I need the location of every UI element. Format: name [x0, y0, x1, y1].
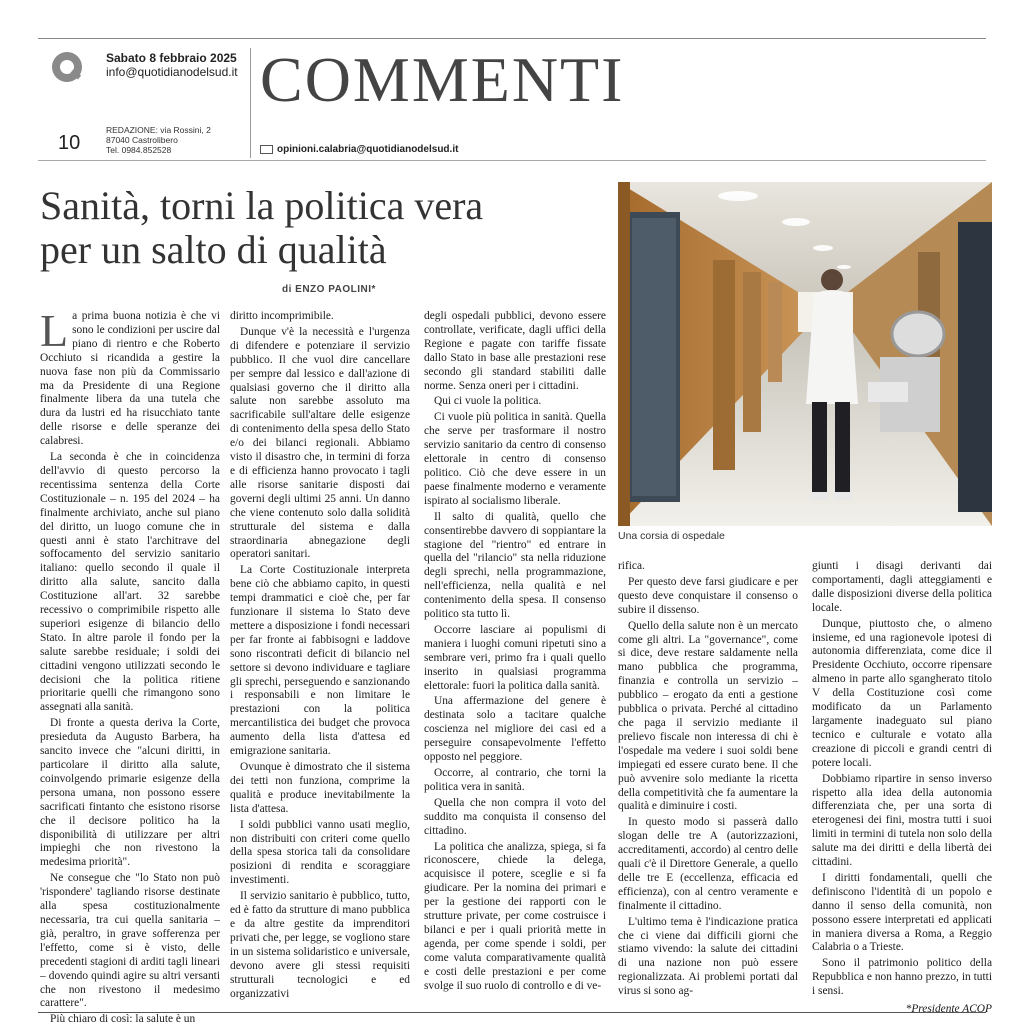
paragraph: Ovunque è dimostrato che il sistema dei tetti non funziona, comprime la qualità e produce inevitabilmente la lista d'attesa. [230, 761, 410, 815]
paragraph: Qui ci vuole la politica. [434, 395, 542, 408]
drop-cap: L [40, 305, 69, 356]
paragraph: Dunque v'è la necessità e l'urgenza di difendere e potenziare il servizio pubblico. Il che vuol dire cancellare per sempre dal lessico e dall'azione di qualsiasi governo che il diritto alla salute non sarebbe assoluto ma sacrificabile sull'altare delle esigenze di contenimento della spesa dello Stato e/o dei bilanci regionali. Abbiamo visto il disastro che, in termini di forza e di efficienza hanno provocato i tagli alle risorse sanitarie disposti dai governi degli ultimi 25 anni. Un danno che viene contenuto solo dalla solidità strutturale del sistema e dalla straordinaria abnegazione degli operatori sanitari. [230, 325, 410, 561]
paragraph: Occorre, al contrario, che torni la politica vera in sanità. [424, 767, 606, 793]
paragraph: Il servizio sanitario è pubblico, tutto, ed è fatto da strutture di mano pubblica e da altre gestite da imprenditori privati che, per legge, se vogliono stare in un sistema solidaristico e universale, devono avere gli stessi requisiti strutturali tecnologici e ed organizzativi [230, 890, 410, 1000]
paragraph: I diritti fondamentali, quelli che definiscono l'identità di un popolo e danno il senso della comunità, non possono essere interpretati ed applicati in maniera diversa a Roma, a Reggio Calabria o a Trieste. [812, 871, 992, 954]
paragraph: Quella che non compra il voto del suddito ma conquista il consenso del cittadino. [424, 796, 606, 837]
paragraph: La politica che analizza, spiega, si fa riconoscere, chiede la delega, acquisisce il potere, sceglie e si fa giudicare. Per la nomina dei primari e per la gestione dei rapporti con le strutture private, per come costruisce i bilanci e per i quali priorità mette in agenda, per come spende i soldi, per come valuta comparativamente qualità e costi delle prestazioni e per come svolge il suo ruolo di controllo e di ve- [424, 840, 606, 992]
redazione-address: REDAZIONE: via Rossini, 2 87040 Castrolibero Tel. 0984.852528 [106, 125, 211, 155]
masthead-divider [250, 48, 251, 158]
article-column-3 [424, 310, 606, 1000]
paragraph: Dunque, piuttosto che, o almeno insieme, ed una ragionevole ipotesi di autonomia differenziata, come dice il Presidente Occhiuto, occorre ripensare almeno in parte allo sgangherato titolo V della Costituzione così come modificato da un Parlamento largamente inadeguato sul piano tecnico e culturale e votato alla creazione di piccoli e grandi centri di potere locali. [812, 617, 992, 769]
paragraph: La prima buona notizia è che vi sono le condizioni per uscire dal piano di rientro e che Roberto Occhiuto si ricandida a gestire la nuova fase non più da Commissario ma da Presidente di una Regione finalmente libera da una tutela che dura da lustri ed ha risucchiato tante delle risorse e delle speranze dei calabresi. [40, 305, 220, 448]
paragraph: In questo modo si passerà dallo slogan delle tre A (autorizzazioni, accreditamenti, accordo) al centro delle quali c'è il Direttore Generale, a quello delle tre E (eccellenza, efficacia ed efficienza), con al centro veramente e finalmente il cittadino. [618, 816, 798, 912]
newspaper-logo-icon [50, 50, 86, 86]
article-column-2 [230, 310, 410, 1000]
issue-date: Sabato 8 febbraio 2025 [106, 51, 237, 65]
envelope-icon [260, 145, 273, 154]
article-headline: Sanità, torni la politica vera per un salto di qualità [40, 183, 484, 272]
section-email[interactable]: opinioni.calabria@quotidianodelsud.it [260, 144, 458, 155]
paragraph: I soldi pubblici vanno usati meglio, non distribuiti con criteri come quello della spesa storica tali da consolidare posizioni di rendita e scoraggiare investimenti. [230, 818, 410, 887]
paragraph: Ne consegue che "lo Stato non può 'rispondere' tagliando risorse destinate alla spesa costituzionalmente necessaria, tra cui quella sanitaria – già, peraltro, in grave sofferenza per l'effetto, come si è visto, delle precedenti stagioni di arditi tagli lineari – dovendo quindi agire su altri versanti che non rivestono il medesimo carattere". [40, 872, 220, 1010]
masthead-rule [38, 160, 986, 161]
photo-caption: Una corsia di ospedale [618, 530, 725, 542]
article-column-5 [812, 560, 992, 1016]
paragraph: La seconda è che in coincidenza dell'avvio di questo percorso la recentissima sentenza della Corte Costituzionale – n. 195 del 2024 – ha finalmente archiviato, anche sul piano del diritto, un luogo comune che in questi anni è stato l'architrave del soffocamento del servizio sanitario italiano: quello secondo il quale il diritto alla salute, sancito dalla Costituzione all'art. 32 sarebbe recessivo o comprimibile rispetto alle superiori esigenze di bilancio dello Stato. In altre parole il fondo per la salute sarebbe residuale; i soldi dei cittadini vengono utilizzati secondo le decisioni che la politica ritiene prioritarie quelli che rimangono sono assegnati alla sanità. [40, 451, 220, 714]
page-number: 10 [58, 132, 81, 154]
article-byline: di ENZO PAOLINI* [282, 284, 376, 295]
paragraph: giunti i disagi derivanti dai comportamenti, dagli atteggiamenti e dalle disposizioni diverse della politica locale. [812, 560, 992, 614]
paragraph: Dobbiamo ripartire in senso inverso rispetto alla idea della autonomia differenziata che, per una sorta di eterogenesi dei fini, mostra tutti i suoi limiti in termini di tutela non solo della salute ma dei diritti e della libertà dei cittadini. [812, 772, 992, 869]
contact-email[interactable]: info@quotidianodelsud.it [106, 65, 238, 79]
paragraph: Per questo deve farsi giudicare e per questo deve conquistare il consenso o subire il dissenso. [618, 575, 798, 616]
paragraph: Ci vuole più politica in sanità. Quella che serve per trasformare il nostro servizio sanitario da centro di consenso elettorale in centro di consenso politico. Ciò che deve essere in un paese finalmente moderno e veramente ispirato al socialismo liberale. [424, 411, 606, 507]
masthead [38, 40, 988, 158]
paragraph: rifica. [618, 560, 645, 572]
paragraph: Occorre lasciare ai populismi di maniera i luoghi comuni ripetuti sino a sembrare veri, primo fra i quali quello inserito in qualsiasi programma elettorale: fuori la politica dalla sanità. [424, 623, 606, 692]
section-title: COMMENTI [260, 44, 625, 115]
top-rule [38, 38, 986, 39]
article-column-1 [40, 305, 220, 1026]
paragraph: Il salto di qualità, quello che consentirebbe davvero di soppiantare la stagione del "rientro" ed entrare in quella del "rilancio" sta nella riduzione degli sprechi, nella programmazione, nell'efficienza, nella qualità e nel contenimento della spesa. Il consenso politico sta tutto lì. [424, 510, 606, 621]
paragraph: L'ultimo tema è l'indicazione pratica che ci viene dai difficili giorni che stiamo vivendo: la salute dei cittadini di una nazione non può essere regionalizzata. Ai problemi portati dal virus si sono ag- [618, 915, 798, 998]
paragraph: Quello della salute non è un mercato come gli altri. La "governance", come si dice, deve restare saldamente nella mano pubblica che programma, finanzia e controlla un servizio – pubblico – erogato da enti a gestione pubblica o privata. Perché al cittadino che paga il servizio mediante il prelievo fiscale non interessa di chi è l'ospedale ma vedere i suoi soldi bene impiegati ed essere curato bene. Il che può avvenire solo mediante la ricetta della competitività che fa aumentare la qualità e diminuire i costi. [618, 619, 798, 813]
article-column-4 [618, 560, 798, 1000]
paragraph: La Corte Costituzionale interpreta bene ciò che abbiamo capito, in questi tempi drammatici e cioè che, per far funzionare il sistema lo Stato deve mettere a disposizione i fondi necessari per far fronte ai fabbisogni e laddove sono riscontrati deficit di bilancio nel settore si devono individuare e tagliare gli sprechi, perseguendo e sanzionando i responsabili e non limitare le prestazioni con la politica mercantilistica dei budget che provoca aumento della lista d'attesa ed emigrazione sanitaria. [230, 564, 410, 758]
paragraph: Più chiaro di così: la salute è un [50, 1013, 196, 1026]
author-signature: *Presidente ACOP [905, 1003, 992, 1016]
paragraph: Di fronte a questa deriva la Corte, presieduta da Augusto Barbera, ha sancito invece che "alcuni diritti, in particolare il diritto alla salute, coinvolgendo primarie esigenze della persona umana, non possono essere sacrificati fintanto che esistono risorse che il decisore politico ha la disponibilità di utilizzare per altri impieghi che non rivestono la medesima priorità". [40, 717, 220, 869]
hospital-corridor-photo [618, 182, 992, 526]
paragraph: diritto incomprimibile. [230, 310, 334, 322]
paragraph: degli ospedali pubblici, devono essere controllate, verificate, dagli uffici della Regione e pagate con tariffe fissate dallo Stato in base alle prestazioni rese secondo gli standard stabiliti dalle norme. Senza oneri per i cittadini. [424, 310, 606, 392]
paragraph: Una affermazione del genere è destinata solo a tacitare qualche coscienza nel migliore dei casi ed a perseguire consapevolmente l'effetto opposto nel peggiore. [424, 695, 606, 764]
paragraph: Sono il patrimonio politico della Repubblica e non hanno prezzo, in tutti i sensi. [812, 957, 992, 998]
bottom-rule [38, 1012, 986, 1013]
